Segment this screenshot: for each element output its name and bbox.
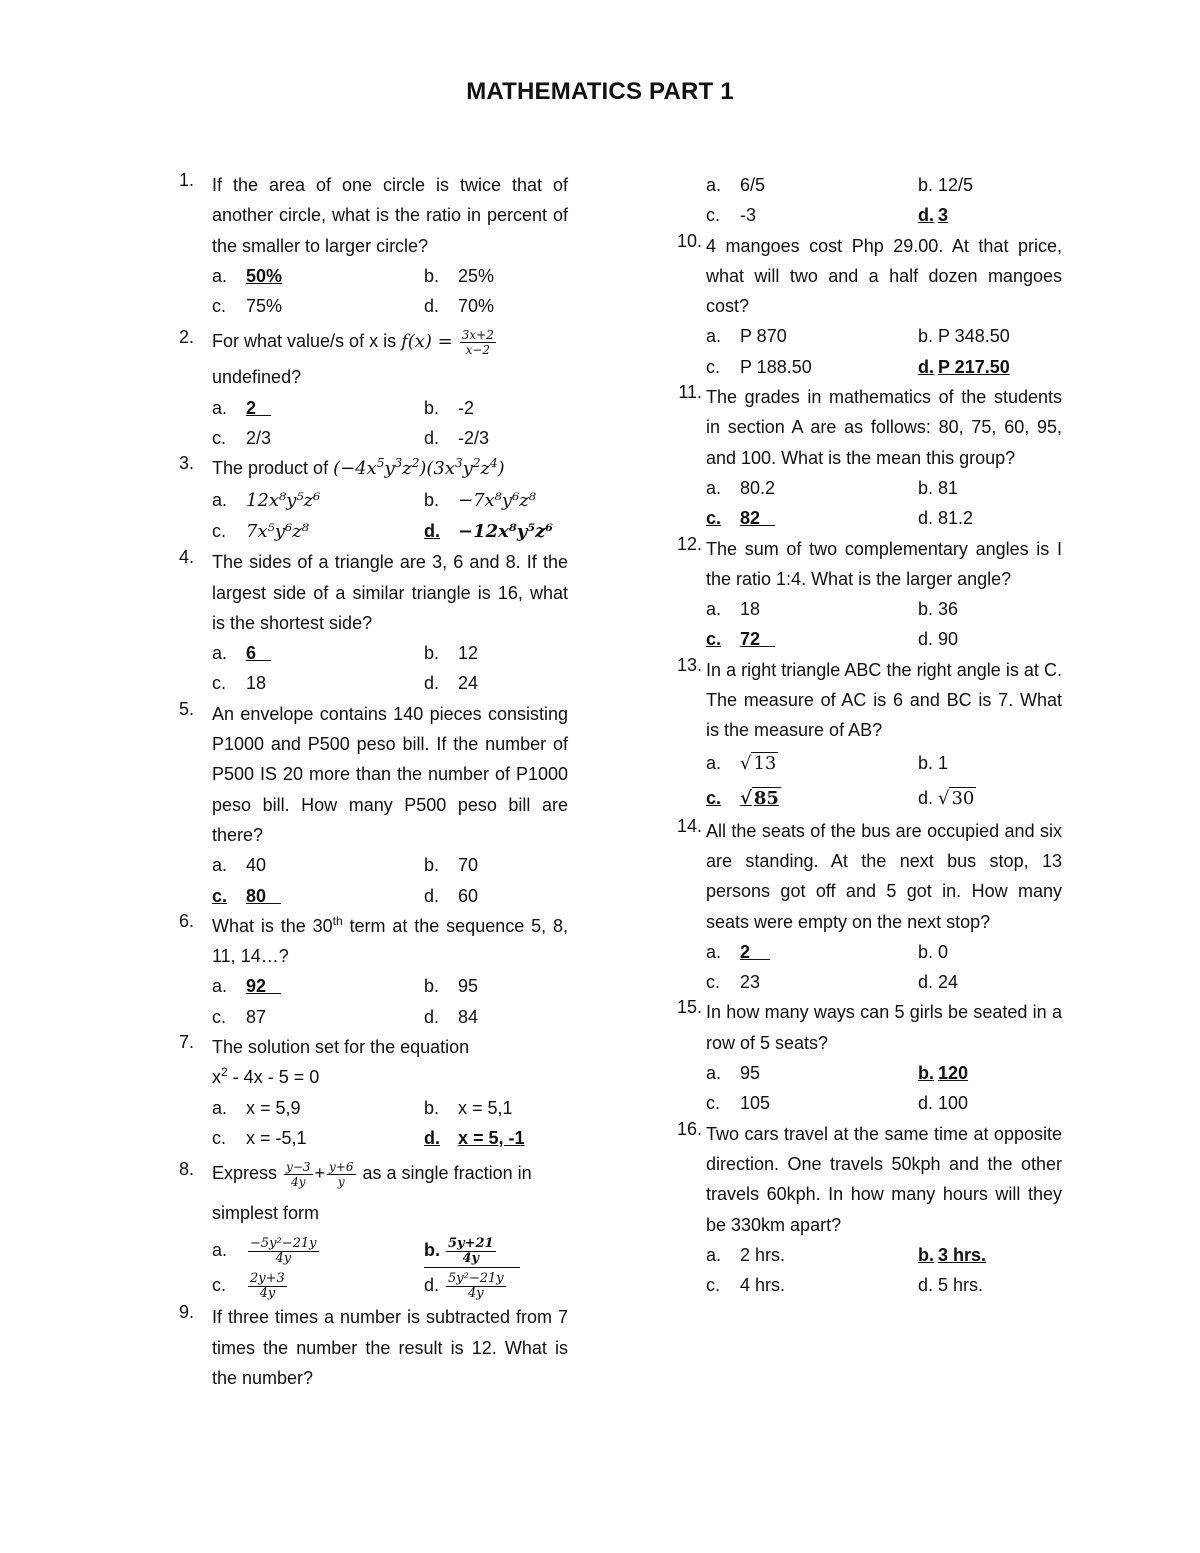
choice-d: d. $\frac{\text{5y²−21y}}{4y}$ xyxy=(424,1270,504,1301)
choice-a: a. x = 5,9 xyxy=(212,1097,301,1118)
question-text: An envelope contains 140 pieces consisting P1000 and P500 peso bill. If the number of P500 IS 20 more than the number of P1000 peso bill. How many P500 peso bill are there? xyxy=(212,703,568,845)
answer-key: 2 xyxy=(740,941,751,962)
choice-c: c. 80 xyxy=(212,885,267,906)
question-13 xyxy=(666,655,1062,816)
choice-c: c. 4 hrs. xyxy=(706,1275,786,1296)
choices xyxy=(706,473,1062,534)
fraction: $\frac{3x+2}{x-2}$ xyxy=(461,328,494,358)
question-1 xyxy=(172,170,568,321)
fraction: $\frac{y-3}{4y}$ xyxy=(286,1159,311,1189)
answer-key: $\frac{5y+21}{4y}$ xyxy=(448,1235,494,1266)
choice-a: a. 95 xyxy=(706,1063,761,1084)
question-14 xyxy=(666,816,1062,998)
question-number: 8. xyxy=(178,1159,194,1180)
question-16 xyxy=(666,1119,1062,1301)
question-11 xyxy=(666,382,1062,533)
choice-d: d. 60 xyxy=(424,885,479,906)
equation: $x^2 - 4x - 5 = 0$ xyxy=(212,1065,320,1088)
choice-d: d. 24 xyxy=(424,673,479,694)
choice-d: d. 3 xyxy=(918,205,949,226)
choice-d: d. -2/3 xyxy=(424,428,490,449)
answer-key: 50% xyxy=(246,265,283,286)
choice-a: a. √ 13 xyxy=(706,752,777,774)
question-9-choices xyxy=(666,170,1062,231)
choice-c: c. x = -5,1 xyxy=(212,1127,307,1148)
choice-c: c. P 188.50 xyxy=(706,356,812,377)
choice-d: d. 70% xyxy=(424,296,495,317)
question-15 xyxy=(666,997,1062,1118)
answer-key: 6 xyxy=(246,643,257,664)
answer-key: √ 85 xyxy=(740,787,779,809)
question-text: If three times a number is subtracted from 7 times the number the result is 12. What is the number? xyxy=(212,1307,568,1388)
choice-d: d. 24 xyxy=(918,972,959,993)
choice-d: d. −12x⁸y⁵z⁶ xyxy=(424,520,554,542)
choice-c: c. 72 xyxy=(706,629,761,650)
choices xyxy=(212,971,568,1032)
choice-a: a. 92 xyxy=(212,976,267,997)
question-text: Two cars travel at the same time at opposite direction. One travels 50kph and the other travels 60kph. In how many hours will they be 330km apart? xyxy=(706,1123,1062,1235)
choice-d: d. 100 xyxy=(918,1093,969,1114)
choice-c: c. 105 xyxy=(706,1093,771,1114)
product-expression: $(-4x^5y^3z^2)(3x^3y^2z^4)$ xyxy=(333,456,505,480)
choices xyxy=(706,1240,1062,1301)
question-number: 2. xyxy=(178,327,194,348)
answer-key: 72 xyxy=(740,629,761,650)
question-text: In how many ways can 5 girls be seated in a row of 5 seats? xyxy=(706,1002,1062,1053)
question-text: Express $\frac{y-3}{4y}$ + $\frac{y+6}{y}$ as a single fraction in simplest form xyxy=(212,1159,532,1224)
question-number: 16. xyxy=(676,1118,702,1139)
choice-a: a. 80.2 xyxy=(706,477,776,498)
left-column xyxy=(172,170,568,1393)
choices xyxy=(212,261,568,322)
question-7 xyxy=(172,1032,568,1153)
choice-c: c. 23 xyxy=(706,972,761,993)
choice-b: b. 36 xyxy=(918,599,959,620)
answer-key: P 217.50 xyxy=(938,356,1010,377)
choice-b: b. 120 xyxy=(918,1063,969,1084)
choice-a: a. 18 xyxy=(706,599,761,620)
question-3 xyxy=(172,453,568,547)
choice-c: c. 2/3 xyxy=(212,428,272,449)
question-5 xyxy=(172,699,568,911)
question-text: 4 mangoes cost Php 29.00. At that price, what will two and a half dozen mangoes cost? xyxy=(706,235,1062,317)
choice-a: a. 6 xyxy=(212,643,257,664)
question-number: 10. xyxy=(676,230,702,251)
question-number: 12. xyxy=(676,533,702,554)
function-expression: f(x) = xyxy=(401,331,453,353)
question-text-continued: undefined? xyxy=(212,367,302,388)
question-6 xyxy=(172,911,568,1032)
question-number: 15. xyxy=(676,997,702,1018)
choices xyxy=(706,937,1062,998)
choice-b: b. 25% xyxy=(424,265,495,286)
choice-a: a. 50% xyxy=(212,265,283,286)
question-number: 6. xyxy=(178,910,194,931)
question-2 xyxy=(172,321,568,453)
choice-b: b. x = 5,1 xyxy=(424,1097,513,1118)
choice-a: a. 6/5 xyxy=(706,175,766,195)
choice-d: d. √ 30 xyxy=(918,787,975,809)
choice-d: d. x = 5, -1 xyxy=(424,1127,525,1148)
choice-c: c. 75% xyxy=(212,296,283,317)
answer-key: −12x⁸y⁵z⁶ xyxy=(458,520,554,542)
answer-key: 3 xyxy=(938,205,949,226)
question-4 xyxy=(172,547,568,698)
question-number: 4. xyxy=(178,547,194,568)
choice-c: c. 7x⁵y⁶z⁸ xyxy=(212,520,309,542)
question-number: 13. xyxy=(676,654,702,675)
choice-b: b. 12 xyxy=(424,643,479,664)
choice-a: a. P 870 xyxy=(706,326,787,347)
question-text: If the area of one circle is twice that of another circle, what is the ratio in percent of the smaller to larger circle? xyxy=(212,175,568,256)
choices xyxy=(706,321,1062,382)
choice-b: b. P 348.50 xyxy=(918,326,1010,347)
choices xyxy=(212,1093,568,1154)
choice-d: d. P 217.50 xyxy=(918,356,1010,377)
choice-b: b. 95 xyxy=(424,976,479,997)
question-text: What is the 30th term at the sequence 5, 8, 11, 14…? xyxy=(212,913,568,967)
choice-b: b. $\frac{5y+21}{4y}$ xyxy=(424,1233,520,1268)
choice-d: d. 84 xyxy=(424,1006,479,1027)
square-root-icon: √ 30 xyxy=(938,787,975,809)
choices xyxy=(212,638,568,699)
choice-a: a. 12x⁸y⁵z⁶ xyxy=(212,489,321,511)
page-title: MATHEMATICS PART 1 xyxy=(466,78,734,105)
question-text: For what value/s of x is f(x) = $\frac{3x+2}{x-2}$ xyxy=(212,328,494,358)
choices xyxy=(212,1233,568,1302)
choices xyxy=(706,1058,1062,1119)
question-number: 11. xyxy=(678,382,702,403)
choice-c: c. 18 xyxy=(212,673,267,694)
choices xyxy=(706,594,1062,655)
choice-b: b. 12/5 xyxy=(918,175,974,195)
question-number: 1. xyxy=(178,170,194,190)
choices xyxy=(706,746,1062,816)
choice-a: a. 40 xyxy=(212,855,267,876)
choice-b: b. −7x⁸y⁶z⁸ xyxy=(424,489,536,511)
question-number: 3. xyxy=(178,453,194,474)
question-text: The product of $(-4x^5y^3z^2)(3x^3y^2z^4)$ xyxy=(212,456,505,480)
question-text: All the seats of the bus are occupied and six are standing. At the next bus stop, 13 persons got off and 5 got in. How many seats were empty on the next stop? xyxy=(706,820,1062,932)
choice-b: b. -2 xyxy=(424,397,475,418)
answer-key: 3 hrs. xyxy=(938,1244,987,1265)
question-number: 5. xyxy=(178,698,194,719)
choice-b: b. 70 xyxy=(424,855,479,876)
choice-d: d. 90 xyxy=(918,629,959,650)
answer-key: 120 xyxy=(938,1063,969,1084)
question-9 xyxy=(172,1302,568,1393)
choices xyxy=(706,170,1062,231)
square-root-icon: √ 13 xyxy=(740,752,777,774)
choice-a: a. 2 hrs. xyxy=(706,1244,786,1265)
choice-a: a. $\frac{\text{−5y²−21y}}{4y}$ xyxy=(212,1235,317,1266)
choice-b: b. 3 hrs. xyxy=(918,1244,987,1265)
choice-c: c. 82 xyxy=(706,508,761,529)
question-text: The sum of two complementary angles is I the ratio 1:4. What is the larger angle? xyxy=(706,538,1062,589)
choices xyxy=(212,485,568,548)
question-8 xyxy=(172,1153,568,1302)
choice-d: d. 5 hrs. xyxy=(918,1275,984,1296)
choice-b: b. 1 xyxy=(918,752,949,773)
answer-key: x = 5, -1 xyxy=(458,1127,525,1148)
choice-a: a. 2 xyxy=(212,397,257,418)
question-10 xyxy=(666,231,1062,382)
choice-c: c. $\frac{2y+3}{4y}$ xyxy=(212,1270,285,1301)
choice-c: c. √ 85 xyxy=(706,787,779,809)
question-number: 9. xyxy=(178,1302,194,1323)
question-text: The solution set for the equation xyxy=(212,1037,470,1058)
question-number: 14. xyxy=(676,815,702,836)
choice-d: d. 81.2 xyxy=(918,508,974,529)
choice-b: b. 81 xyxy=(918,477,959,498)
question-number: 7. xyxy=(178,1032,194,1053)
right-column xyxy=(666,170,1062,1300)
answer-key: 2 xyxy=(246,397,257,418)
choice-b: b. 0 xyxy=(918,941,949,962)
answer-key: 92 xyxy=(246,976,267,997)
question-text: In a right triangle ABC the right angle is at C. The measure of AC is 6 and BC is 7. What is the measure of AB? xyxy=(706,659,1062,741)
choices xyxy=(212,850,568,911)
question-text: The grades in mathematics of the students in section A are as follows: 80, 75, 60, 95, and 100. What is the mean this group? xyxy=(706,387,1062,468)
answer-key: 80 xyxy=(246,885,267,906)
choice-a: a. 2 xyxy=(706,941,751,962)
choice-c: c. 87 xyxy=(212,1006,267,1027)
fraction: $\frac{y+6}{y}$ xyxy=(329,1159,354,1189)
choice-c: c. -3 xyxy=(706,205,757,226)
choices xyxy=(212,393,568,454)
question-text: The sides of a triangle are 3, 6 and 8. If the largest side of a similar triangle is 16, what is the shortest side? xyxy=(212,552,568,633)
answer-key: 82 xyxy=(740,508,761,529)
question-12 xyxy=(666,534,1062,655)
